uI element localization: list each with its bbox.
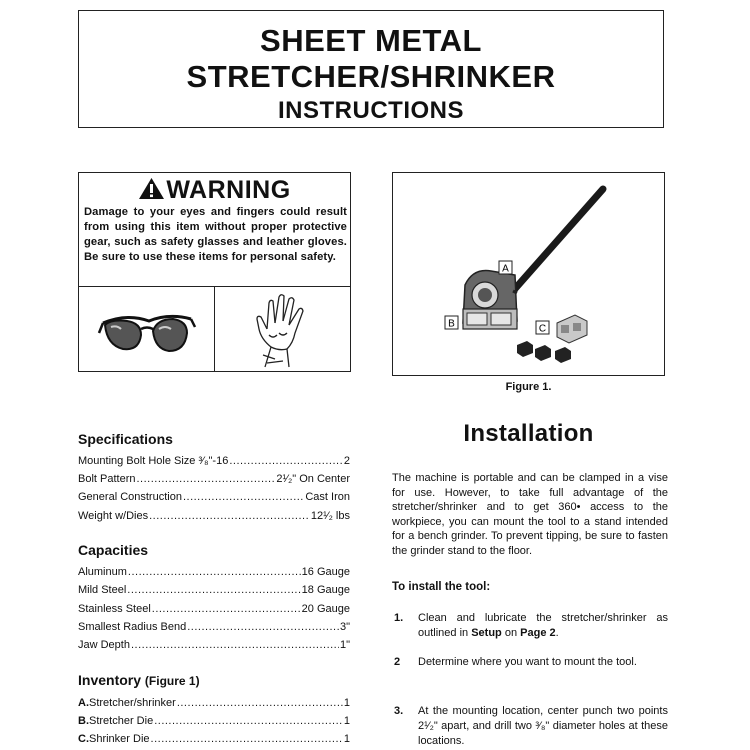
spec-row: Bolt Pattern ..... 2¹⁄₂" On Center <box>78 473 350 485</box>
title-line-2: STRETCHER/SHRINKER <box>186 59 556 94</box>
capacity-row: Aluminum ..... 16 Gauge <box>78 566 350 578</box>
warning-triangle-icon <box>138 177 165 200</box>
glove-icon <box>243 289 323 369</box>
specifications-heading: Specifications <box>78 431 173 447</box>
warning-images <box>79 286 350 371</box>
spec-row: Mounting Bolt Hole Size ³⁄₈"-16 ..... 2 <box>78 455 350 467</box>
figure-caption: Figure 1. <box>505 381 552 393</box>
title-line-3: INSTRUCTIONS <box>278 97 464 124</box>
inventory-row: B. Stretcher Die ..... 1 <box>78 715 350 727</box>
install-step-1: 1. Clean and lubricate the stretcher/shrinker as outlined in Setup on Page 2. <box>394 612 668 639</box>
safety-glasses-image <box>79 287 214 371</box>
warning-heading-text: WARNING <box>166 176 291 204</box>
inventory-row: C. Shrinker Die ..... 1 <box>78 733 350 745</box>
warning-box <box>78 172 351 372</box>
leather-glove-image <box>214 287 350 371</box>
install-step-3: 3. At the mounting location, center punch two points 2¹⁄₂" apart, and drill two ³⁄₈" diameter holes at these locations. <box>394 705 668 747</box>
spec-row: Weight w/Dies ..... 12¹⁄₂ lbs <box>78 510 350 522</box>
capacity-row: Jaw Depth ..... 1" <box>78 639 350 651</box>
callout-c: C <box>538 323 547 335</box>
callout-b: B <box>448 318 455 330</box>
install-subheading: To install the tool: <box>392 581 491 593</box>
capacity-row: Stainless Steel ..... 20 Gauge <box>78 603 350 615</box>
figure-1-image <box>392 172 665 376</box>
install-step-2: 2 Determine where you want to mount the tool. <box>394 656 637 668</box>
title-line-1: SHEET METAL <box>260 23 482 58</box>
installation-intro: The machine is portable and can be clamped in a vise for use. However, to take full advantage of the stretcher/shrinker and to get 360• access to the workpiece, you can mount the tool to a stand intended for a bench grinder. To prevent tipping, be sure to fasten the grinder stand to the floor. <box>392 472 668 557</box>
capacities-heading: Capacities <box>78 542 149 558</box>
inventory-row: A. Stretcher/shrinker ..... 1 <box>78 697 350 709</box>
warning-heading <box>79 177 350 203</box>
installation-heading: Installation <box>463 420 594 447</box>
inventory-figure-ref: (Figure 1) <box>144 674 200 688</box>
safety-glasses-icon <box>97 299 197 359</box>
title-box <box>78 10 664 128</box>
inventory-heading: Inventory (Figure 1) <box>78 672 200 688</box>
capacity-row: Mild Steel ..... 18 Gauge <box>78 584 350 596</box>
stretcher-shrinker-illustration <box>393 173 663 374</box>
callout-a: A <box>502 263 509 275</box>
warning-text: Damage to your eyes and fingers could result from using this item without proper protective gear, such as safety glasses and leather gloves. Be sure to use these items for personal safety. <box>84 206 347 263</box>
spec-row: General Construction ..... Cast Iron <box>78 491 350 503</box>
capacity-row: Smallest Radius Bend ..... 3" <box>78 621 350 633</box>
